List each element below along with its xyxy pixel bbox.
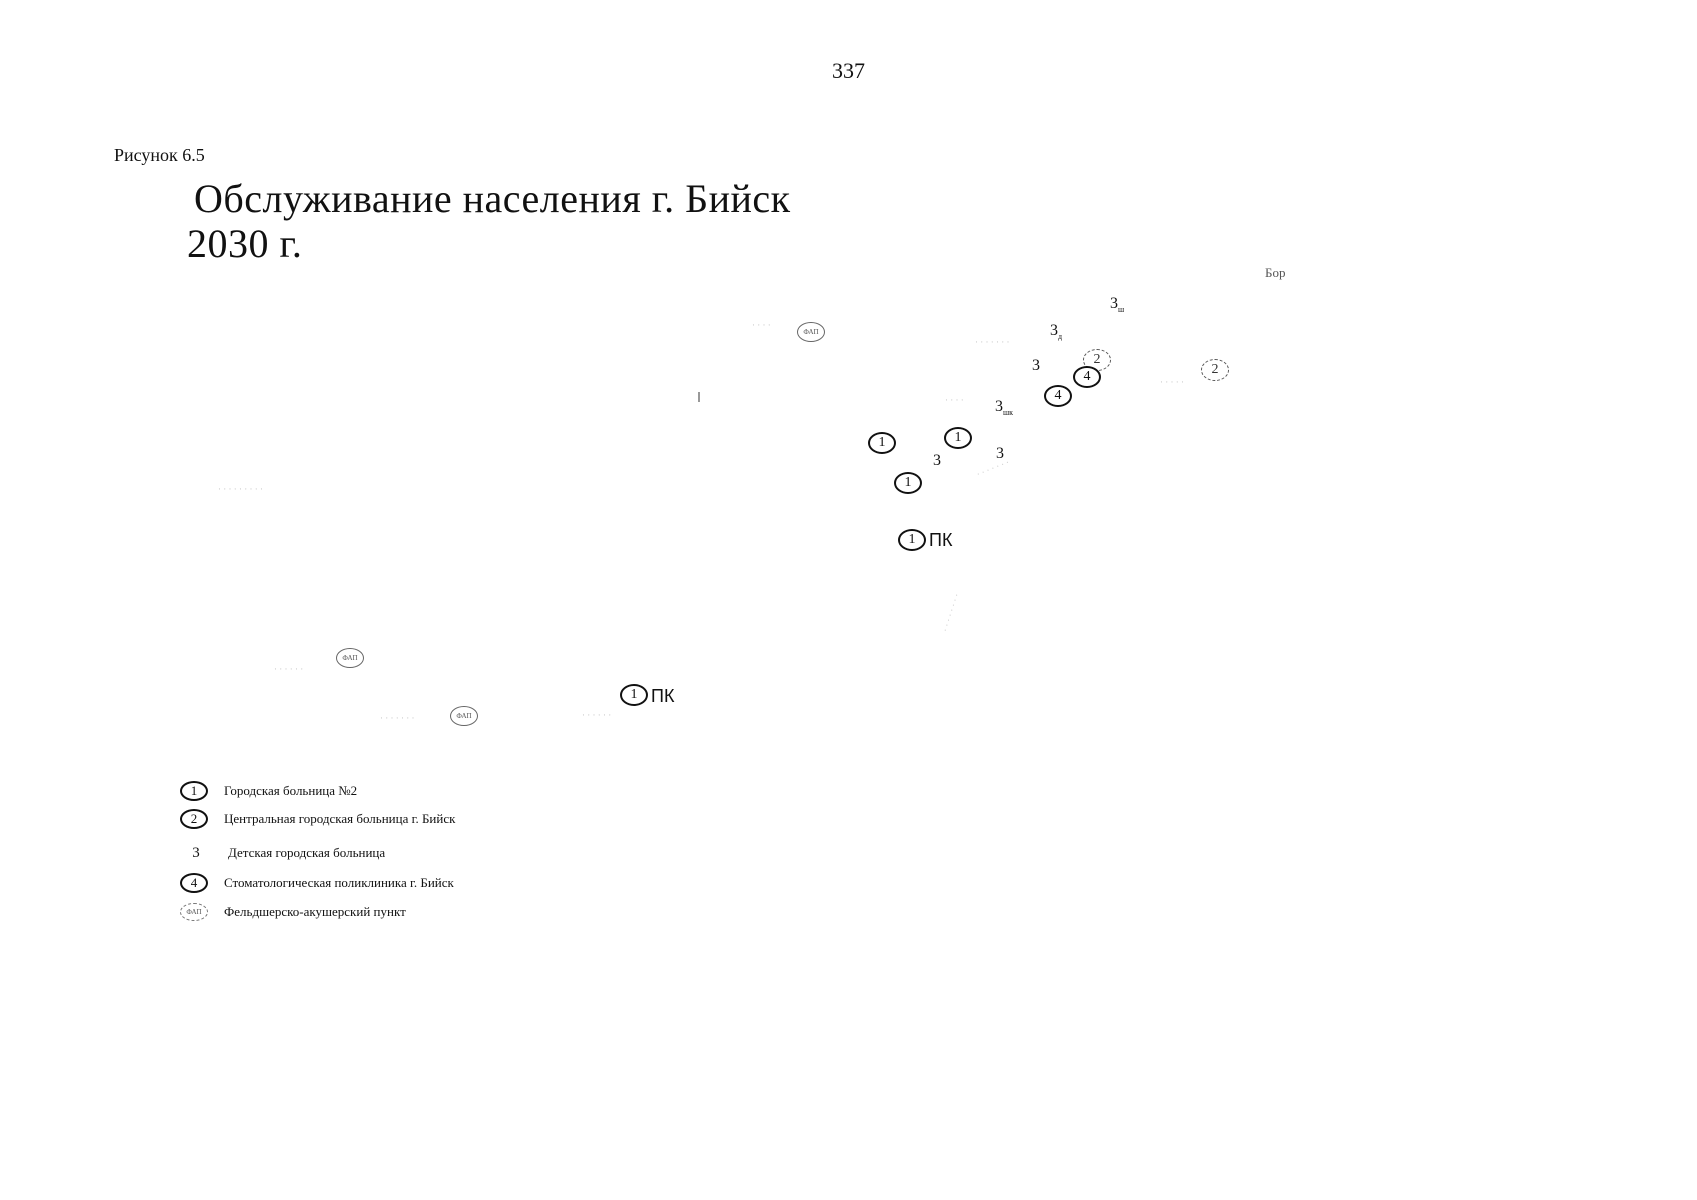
map-title-year: 2030 г. [187,221,303,266]
marker-4: 4 [1044,385,1072,407]
faint-place-label: · · · · [752,320,771,330]
faint-place-label: · · · · · · · [975,337,1010,347]
marker-2: 2 [1083,349,1111,371]
place-label-bor: Бор [1265,265,1286,280]
marker-1: 1 [898,529,926,551]
faint-road-label: · · · · · · · · [940,592,962,634]
marker-3: $3_ш$ [1110,295,1125,315]
page-number: 337 [832,58,865,83]
legend-symbol: 3 [192,844,200,861]
legend-text: Центральная городская больница г. Бийск [224,811,456,826]
legend-symbol: ФАП [180,903,208,921]
marker-2: 2 [1201,359,1229,381]
legend-item [180,778,357,804]
faint-place-label: · · · · · · · [380,713,415,723]
legend-item [180,840,385,866]
faint-place-label: · · · · · · · · · [218,484,263,494]
legend-item [180,899,406,925]
faint-place-label: · · · · · · [274,664,304,674]
legend-symbol: 2 [180,809,208,829]
legend-text: Фельдшерско-акушерский пункт [224,904,406,919]
map-title: Обслуживание населения г. Бийск [194,176,791,221]
faint-place-label: · · · · · · [582,710,612,720]
marker-1: 1 [868,432,896,454]
pk-label: ПК [651,686,675,706]
legend-item [180,806,455,832]
marker-4: 4 [1073,366,1101,388]
marker-3: 3 [933,452,941,469]
legend-symbol: 1 [180,781,208,801]
marker-fap: ФАП [797,322,825,342]
faint-road-label: · · · · · · · [975,457,1011,480]
marker-3: 3 [1032,357,1040,374]
map-tick [698,392,700,402]
faint-place-label: · · · · [945,395,964,405]
legend-item [180,870,454,896]
marker-1: 1 [620,684,648,706]
faint-place-label: · · · · · [1160,377,1184,387]
legend-text: Городская больница №2 [224,783,358,798]
pk-label: ПК [929,530,953,550]
marker-3: $3_{шк}$ [995,398,1014,418]
figure-label: Рисунок 6.5 [114,145,205,165]
legend-symbol: 4 [180,873,208,893]
marker-3: $3_д$ [1050,322,1063,342]
marker-1: 1 [894,472,922,494]
legend-text: Стоматологическая поликлиника г. Бийск [224,875,454,890]
marker-fap: ФАП [336,648,364,668]
legend-text: Детская городская больница [228,845,386,860]
marker-fap: ФАП [450,706,478,726]
marker-1: 1 [944,427,972,449]
marker-3: 3 [996,445,1004,462]
